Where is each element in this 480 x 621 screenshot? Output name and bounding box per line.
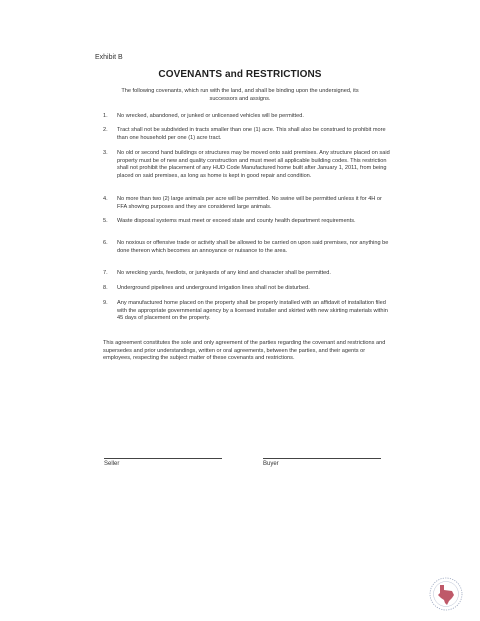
covenant-item-5 (103, 218, 391, 226)
item-text: No noxious or offensive trade or activity shall be allowed to be carried on upon said premises, nor anything be done thereon which becomes an annoyance or nuisance to the area. (117, 240, 389, 254)
item-number: 3. (103, 150, 108, 156)
seller-label: Seller (104, 461, 120, 467)
closing-paragraph: This agreement constitutes the sole and only agreement of the parties regarding the covenant and restrictions and supersedes and prior understandings, written or oral agreements, between the parties, and their agents or employees, respecting the subject matter of these covenants and restrictions. (103, 340, 386, 362)
item-number: 8. (103, 285, 108, 291)
covenant-item-6 (103, 240, 391, 255)
covenant-item-4 (103, 196, 391, 211)
item-text: No wrecking yards, feedlots, or junkyards of any kind and character shall be permitted. (117, 270, 331, 276)
exhibit-label: Exhibit B (95, 54, 123, 61)
covenant-item-7 (103, 270, 391, 278)
item-text: No old or second hand buildings or structures may be moved onto said premises. Any structure placed on said property must be of new and quality construction and must meet all applicable building codes. This restriction shall not prohibit the placement of any HUD Code Manufactured home built after January 1, 2011, from being placed on said premises, as long as home is kept in good repair and condition. (117, 150, 390, 180)
item-text: No wrecked, abandoned, or junked or unlicensed vehicles will be permitted. (117, 113, 304, 119)
intro-paragraph: The following covenants, which run with the land, and shall be binding upon the undersigned, its successors and assigns. (121, 88, 359, 102)
buyer-label: Buyer (263, 461, 279, 467)
covenant-item-9 (103, 300, 391, 323)
item-number: 6. (103, 240, 108, 246)
covenant-item-2 (103, 127, 391, 142)
item-number: 1. (103, 113, 108, 119)
item-text: Any manufactured home placed on the property shall be properly installed with an affidavit of installation filed with the appropriate governmental agency by a licensed installer and skirted with new skirting materials within 45 days of placement on the property. (117, 300, 388, 322)
item-text: No more than two (2) large animals per acre will be permitted. No swine will be permitted unless it for 4H or FFA showing purposes and they are considered large animals. (117, 196, 382, 210)
texas-seal-icon (426, 576, 466, 612)
item-number: 4. (103, 196, 108, 202)
item-number: 9. (103, 300, 108, 306)
item-text: Underground pipelines and underground irrigation lines shall not be disturbed. (117, 285, 310, 291)
buyer-signature-line (263, 458, 381, 459)
item-number: 2. (103, 127, 108, 133)
item-number: 5. (103, 218, 108, 224)
item-text: Waste disposal systems must meet or exceed state and county health department requirements. (117, 218, 356, 224)
document-title: COVENANTS and RESTRICTIONS (158, 69, 322, 80)
covenant-item-1 (103, 113, 391, 121)
item-number: 7. (103, 270, 108, 276)
covenant-item-8 (103, 285, 391, 293)
seller-signature-line (104, 458, 222, 459)
item-text: Tract shall not be subdivided in tracts smaller than one (1) acre. This shall also be construed to prohibit more than one household per one (1) acre tract. (117, 127, 386, 141)
covenant-item-3 (103, 150, 391, 181)
seal-graphic (426, 576, 466, 612)
